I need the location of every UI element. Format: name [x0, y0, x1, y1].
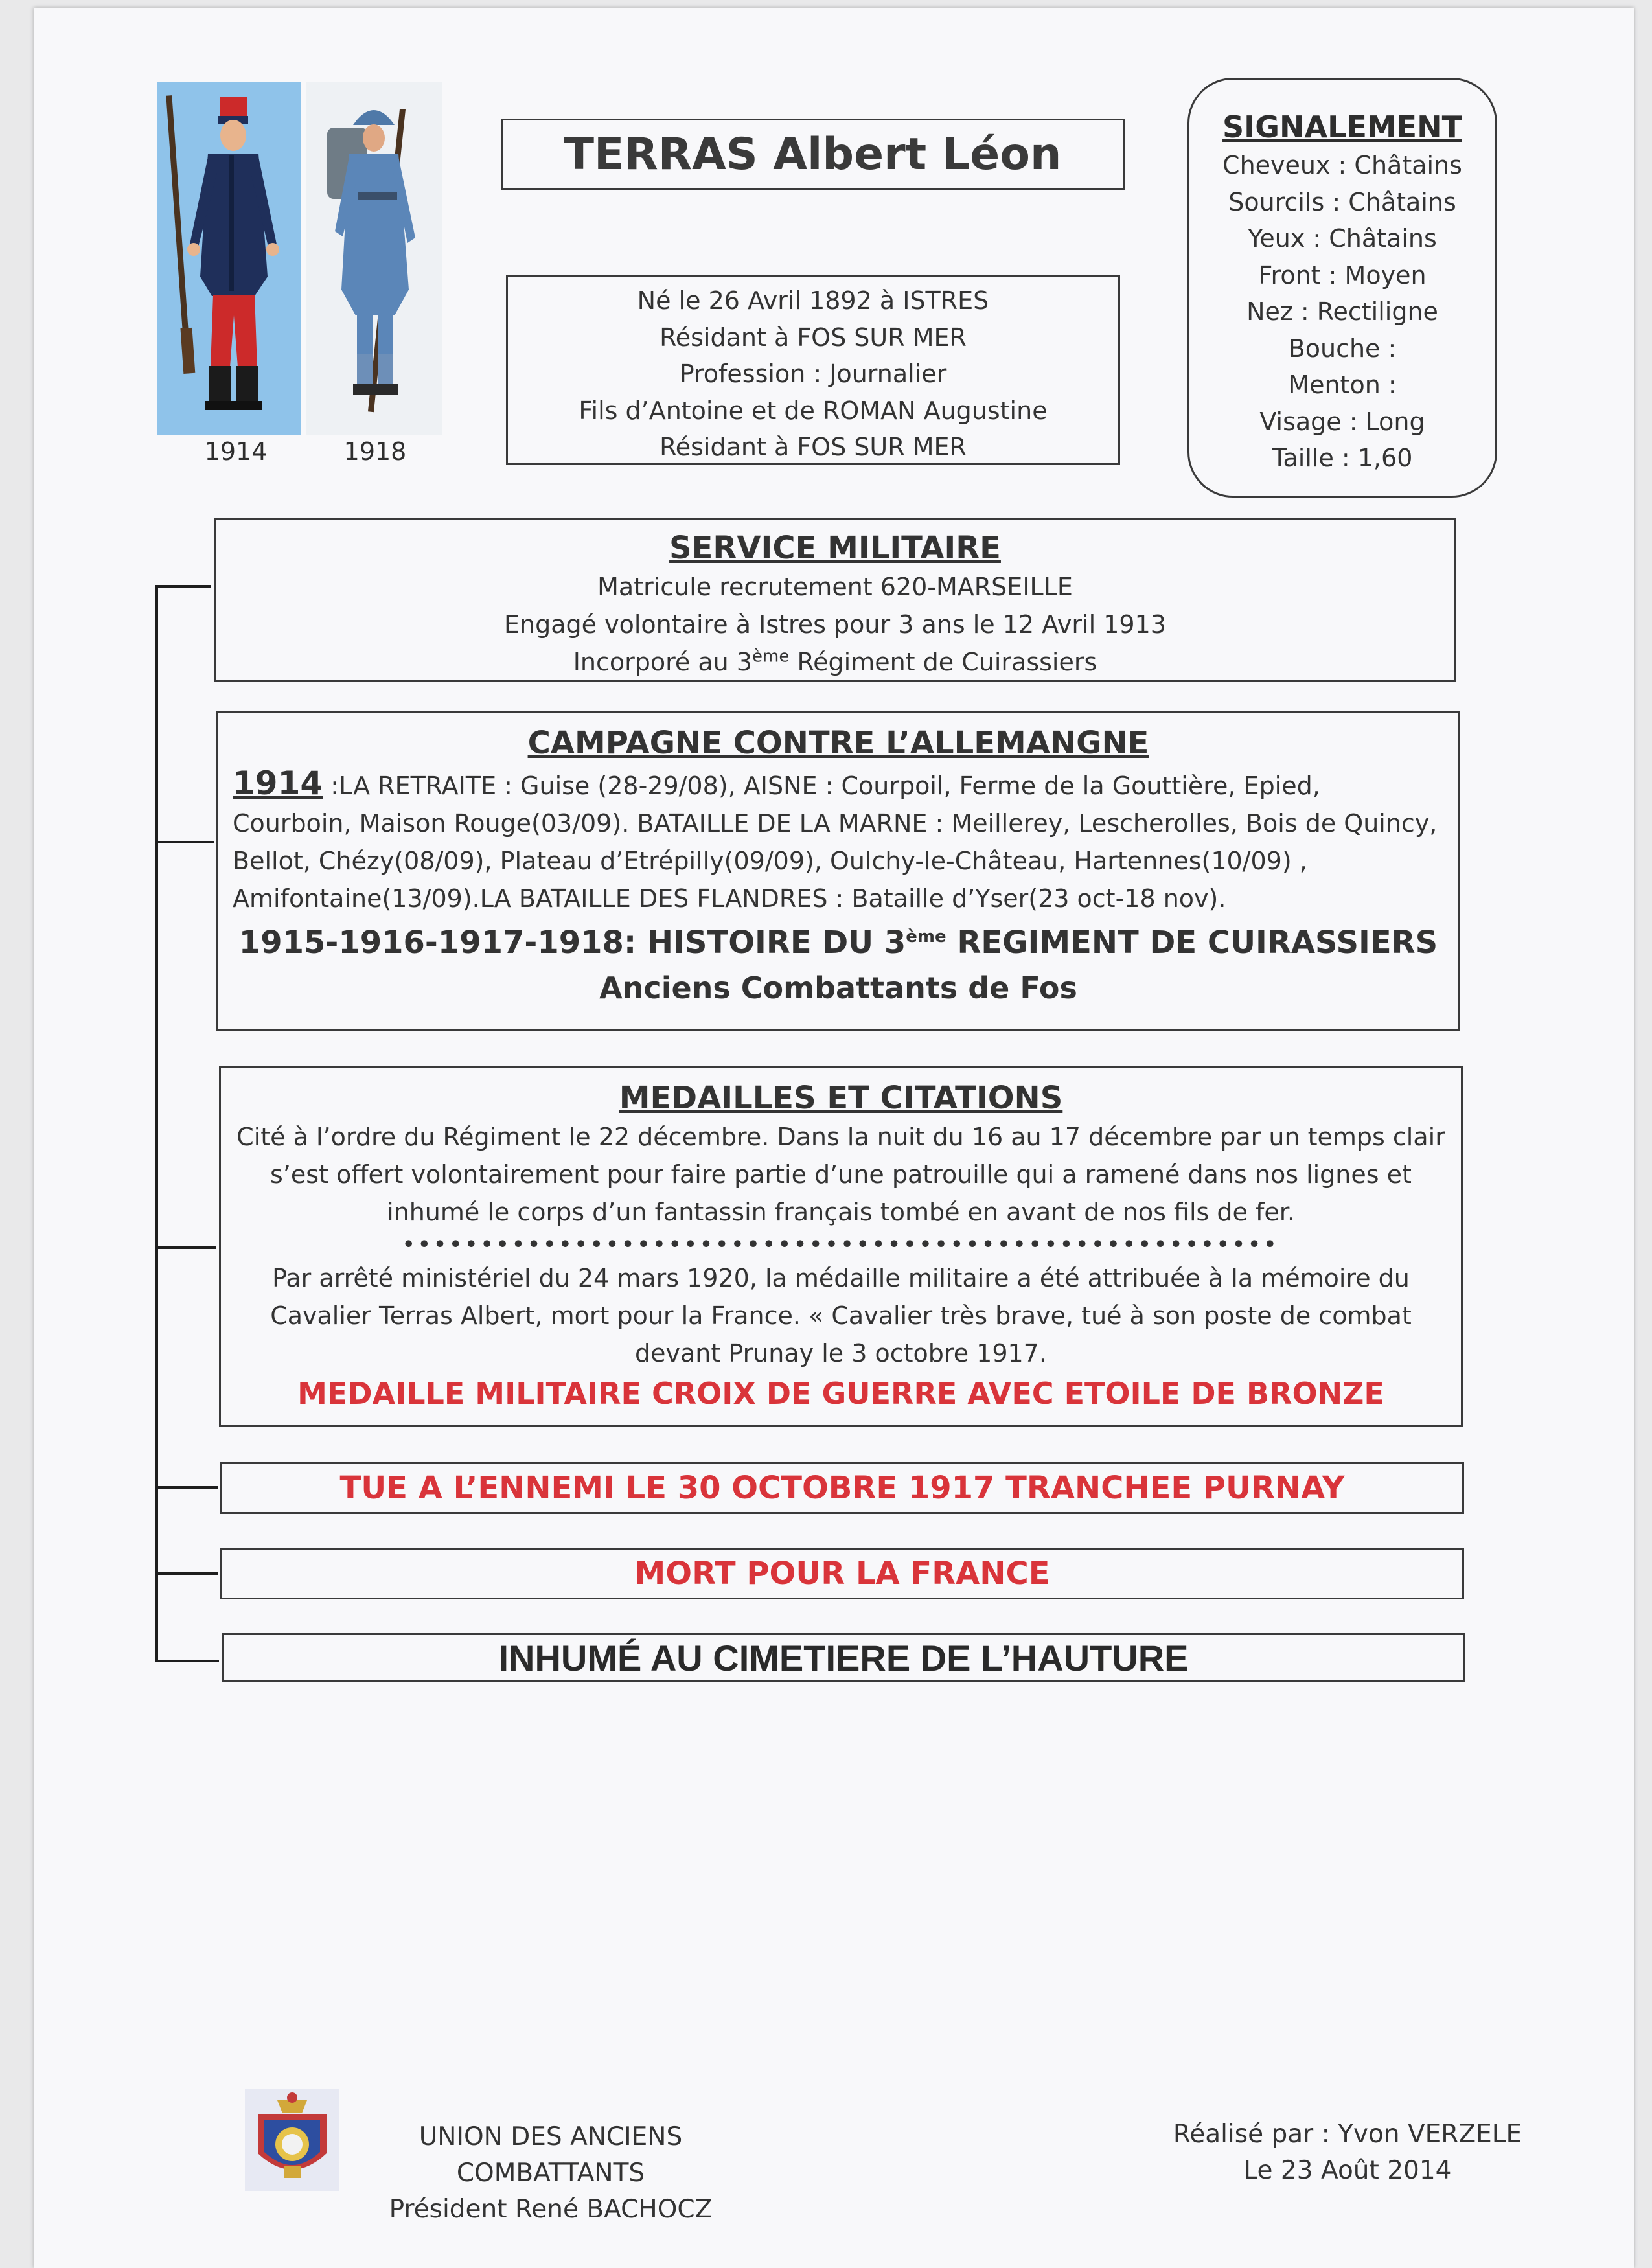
medals-title: MEDAILLES ET CITATIONS — [619, 1080, 1063, 1116]
signalement-line: Bouche : — [1288, 334, 1397, 363]
year-label-1918: 1918 — [343, 437, 407, 466]
dotted-separator: •••••••••••••••••••••••••••••••••••••••••••••••••••••••• — [402, 1233, 1279, 1256]
footer-organization — [324, 2119, 777, 2228]
citation-regiment: Cité à l’ordre du Régiment le 22 décembre. Dans la nuit du 16 au 17 décembre par un temps clair s’est offert volontairement pour faire partie d’une patrouille qui a ramené dans nos lignes et inhumé le corps d’un fantassin français tombé en avant de nos fils de fer. — [236, 1123, 1445, 1226]
regiment-history-line: 1915-1916-1917-1918: HISTOIRE DU 3ème REGIMENT DE CUIRASSIERS — [238, 924, 1438, 961]
campaign-1914-text: 1914 :LA RETRAITE : Guise (28-29/08), AISNE : Courpoil, Ferme de la Gouttière, Epied, Courboin, Maison Rouge(03/09). BATAILLE DE LA MARNE : Meillerey, Lescherolles, Bois de Quincy, Bellot, Chézy(08/09), Plateau d’Etrépilly(09/09), Oulchy-le-Château, Hartennes(10/09) , Amifontaine(13/09).LA BATAILLE DES FLANDRES : Bataille d’Yser(23 oct-18 nov). — [233, 764, 1438, 913]
engagement-line: Engagé volontaire à Istres pour 3 ans le 12 Avril 1913 — [504, 610, 1166, 639]
service-title: SERVICE MILITAIRE — [669, 530, 1001, 566]
year-label-1914: 1914 — [204, 437, 268, 466]
matricule-line: Matricule recrutement 620-MARSEILLE — [597, 573, 1073, 601]
soldier-1914-illustration — [157, 82, 301, 435]
organization-president: Président René BACHOCZ — [389, 2195, 713, 2224]
signalement-box — [1187, 78, 1497, 498]
identity-box — [506, 275, 1120, 465]
service-militaire-box — [214, 518, 1456, 682]
mort-pour-la-france-box — [220, 1548, 1464, 1599]
signalement-line: Nez : Rectiligne — [1246, 297, 1438, 326]
campaign-year: 1914 — [233, 764, 323, 802]
organization-name: UNION DES ANCIENS COMBATTANTS — [419, 2122, 683, 2188]
parents-line: Fils d’Antoine et de ROMAN Augustine — [579, 396, 1048, 425]
signalement-line: Taille : 1,60 — [1272, 444, 1413, 472]
signalement-line: Cheveux : Châtains — [1222, 151, 1462, 179]
timeline-vertical-line — [155, 585, 158, 1662]
source-line: Anciens Combattants de Fos — [599, 970, 1077, 1005]
name-title-box — [501, 119, 1125, 190]
signalement-line: Yeux : Châtains — [1248, 224, 1437, 253]
soldier-1918-illustration — [306, 82, 442, 435]
date-line: Le 23 Août 2014 — [1243, 2156, 1452, 2185]
incorporation-line: Incorporé au 3ème Régiment de Cuirassiers — [573, 647, 1097, 676]
profession-line: Profession : Journalier — [679, 360, 947, 388]
footer-author — [1166, 2116, 1529, 2189]
mort-pour-la-france-text: MORT POUR LA FRANCE — [634, 1555, 1050, 1592]
timeline-connector — [155, 1486, 218, 1489]
timeline-connector — [155, 585, 211, 588]
citation-ministerial: Par arrêté ministériel du 24 mars 1920, la médaille militaire a été attribuée à la mémoire du Cavalier Terras Albert, mort pour la France. « Cavalier très brave, tué à son poste de combat devant Prunay le 3 octobre 1917. — [270, 1264, 1412, 1368]
page-title: TERRAS Albert Léon — [564, 128, 1062, 180]
killed-in-action-box — [220, 1462, 1464, 1514]
burial-box — [222, 1633, 1465, 1682]
residence-line: Résidant à FOS SUR MER — [660, 323, 967, 352]
birth-line: Né le 26 Avril 1892 à ISTRES — [637, 286, 989, 315]
timeline-connector — [155, 841, 214, 843]
burial-text: INHUMÉ AU CIMETIERE DE L’HAUTURE — [498, 1637, 1189, 1678]
campaign-box — [216, 711, 1460, 1031]
signalement-title: SIGNALEMENT — [1222, 109, 1462, 144]
parents-residence-line: Résidant à FOS SUR MER — [660, 433, 967, 461]
decorations-line: MEDAILLE MILITAIRE CROIX DE GUERRE AVEC ETOILE DE BRONZE — [297, 1376, 1384, 1411]
signalement-line: Menton : — [1288, 371, 1397, 399]
timeline-connector — [155, 1660, 219, 1662]
signalement-line: Sourcils : Châtains — [1228, 187, 1456, 216]
medals-box — [219, 1066, 1463, 1427]
campaign-title: CAMPAGNE CONTRE L’ALLEMANGNE — [527, 725, 1149, 761]
author-line: Réalisé par : Yvon VERZELE — [1173, 2120, 1522, 2149]
timeline-connector — [155, 1572, 218, 1575]
killed-in-action-text: TUE A L’ENNEMI LE 30 OCTOBRE 1917 TRANCHEE PURNAY — [339, 1470, 1345, 1506]
timeline-connector — [155, 1246, 216, 1249]
signalement-line: Front : Moyen — [1258, 260, 1427, 290]
signalement-line: Visage : Long — [1259, 407, 1425, 436]
